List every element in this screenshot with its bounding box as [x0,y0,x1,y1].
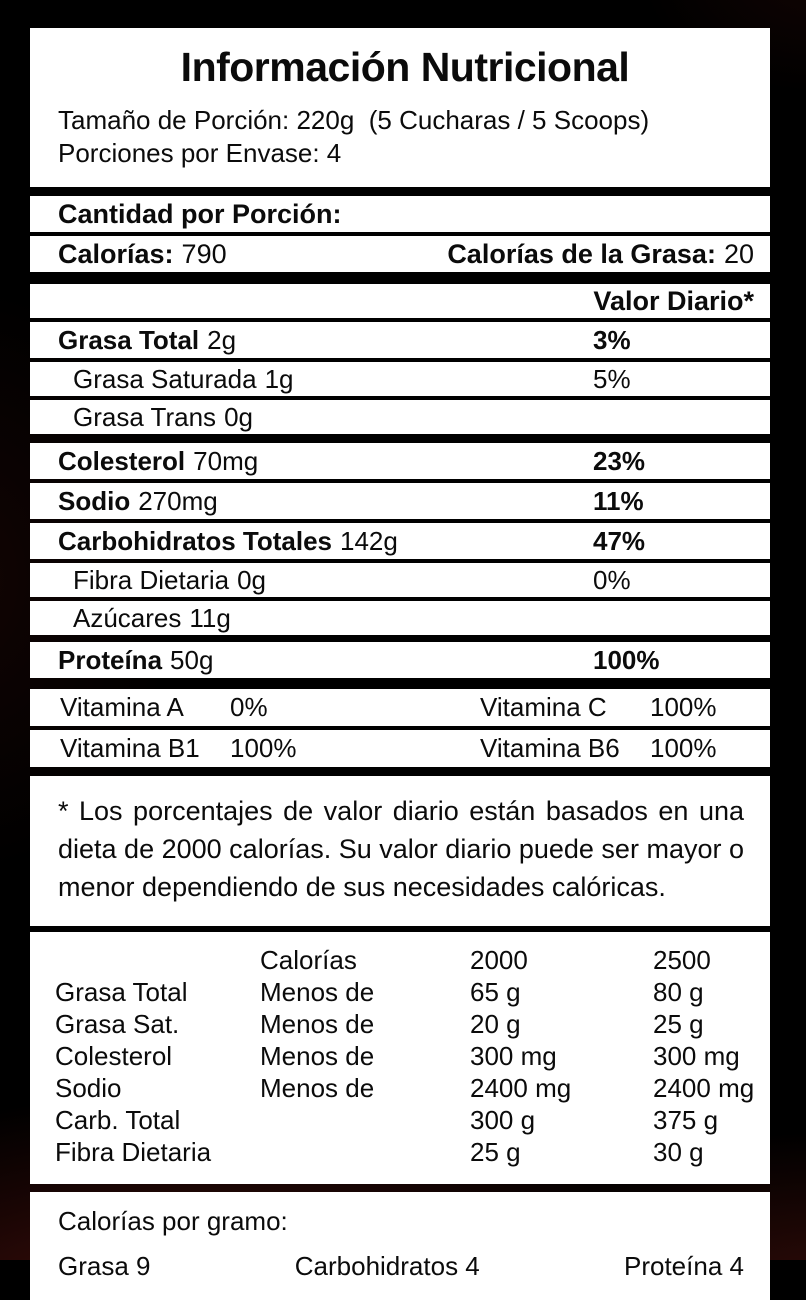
vitamin-value: 100% [650,692,717,722]
carbs-per-gram: Carbohidratos 4 [294,1251,480,1281]
nutrient-name: Carbohidratos Totales [58,525,333,556]
nutrient-name: Grasa Trans [73,401,217,432]
amount-per-serving-row [30,196,770,232]
table-cell [260,1136,470,1168]
nutrient-name: Grasa Total [58,324,200,355]
nutrient-name: Fibra Dietaria [73,564,230,595]
table-row [55,1008,770,1040]
nutrient-name: Proteína [58,644,163,675]
table-cell: 30 g [653,1137,704,1167]
table-cell: 2400 mg [653,1073,755,1103]
nutrient-row-azucares [30,601,770,635]
nutrient-row-grasa-saturada [30,362,770,396]
nutrient-row-fibra [30,563,770,597]
table-row [55,1072,770,1104]
vitamin-name: Vitamina A [60,692,184,722]
serving-size-text: Tamaño de Porción: 220g (5 Cucharas / 5 Scoops) [58,105,650,135]
table-cell: 2000 [470,945,528,975]
nutrient-row-colesterol [30,443,770,479]
servings-per-container-text: Porciones por Envase: 4 [58,138,342,168]
nutrient-name: Colesterol [58,445,186,476]
nutrient-name: Sodio [58,485,131,516]
vitamin-name: Vitamina C [480,692,607,722]
nutrient-amount: 0g [224,401,253,432]
table-cell: Menos de [260,1009,375,1039]
calories-cell [58,239,227,270]
nutrient-row-grasa-trans [30,400,770,434]
nutrient-name: Azúcares [73,602,182,633]
nutrient-amount: 2g [207,324,237,355]
nutrient-daily-value: 5% [593,363,631,394]
table-cell: 20 g [470,1009,521,1039]
page-title: Información Nutricional [180,44,630,90]
table-cell: 375 g [653,1105,719,1135]
table-cell [55,944,260,976]
table-row [55,976,770,1008]
label-header-panel [30,28,770,187]
daily-value-header: Valor Diario* [593,285,754,316]
nutrient-amount: 50g [170,644,214,675]
nutrient-daily-value: 23% [593,445,646,476]
nutrient-amount: 270mg [138,485,218,516]
calories-from-fat-label: Calorías de la Grasa: [447,238,716,269]
table-cell: 65 g [470,977,521,1007]
table-cell: 25 g [470,1137,521,1167]
vitamin-row-2 [30,730,770,767]
nutrient-row-proteina [30,642,770,678]
table-cell: Fibra Dietaria [55,1137,212,1167]
amount-per-serving-label: Cantidad por Porción: [58,198,342,229]
vitamin-name: Vitamina B1 [60,733,200,763]
table-row [55,1040,770,1072]
calories-value: 790 [181,238,227,269]
table-cell: Menos de [260,977,375,1007]
calories-per-gram-label: Calorías por gramo: [58,1206,288,1236]
table-cell: 300 g [470,1105,536,1135]
footnote-text: * Los porcentajes de valor diario están basados en una dieta de 2000 calorías. Su valor diario puede ser mayor o menor dependiendo de sus necesidades calóricas. [58,796,744,902]
table-row [55,1104,770,1136]
table-cell: 2500 [653,945,711,975]
table-cell: Grasa Sat. [55,1009,180,1039]
vitamin-value: 0% [230,692,268,722]
calories-per-gram-values [58,1251,744,1282]
nutrient-amount: 70mg [193,445,259,476]
table-cell: 300 mg [470,1041,557,1071]
table-cell: 300 mg [653,1041,740,1071]
table-cell: Grasa Total [55,977,188,1007]
protein-per-gram: Proteína 4 [624,1251,744,1281]
table-row [55,1136,770,1168]
vitamin-row-1 [30,689,770,726]
table-cell: 25 g [653,1009,704,1039]
table-header-row [55,944,770,976]
calories-row [30,236,770,272]
table-cell: Sodio [55,1073,122,1103]
nutrient-amount: 142g [340,525,398,556]
nutrient-row-carbohidratos [30,523,770,559]
table-cell: 80 g [653,977,704,1007]
calories-from-fat-value: 20 [723,238,754,269]
table-cell: Colesterol [55,1041,173,1071]
nutrient-amount: 0g [237,564,266,595]
vitamin-name: Vitamina B6 [480,733,620,763]
calories-label: Calorías: [58,238,174,269]
vitamin-value: 100% [230,733,297,763]
reference-table-panel [30,932,770,1184]
nutrient-amount: 11g [189,602,231,633]
calories-per-gram-panel [30,1192,770,1300]
table-cell: Menos de [260,1073,375,1103]
table-cell: 2400 mg [470,1073,572,1103]
calories-from-fat-cell [447,239,754,270]
nutrient-daily-value: 11% [593,485,644,516]
fat-per-gram: Grasa 9 [58,1251,151,1281]
table-cell: Carb. Total [55,1105,181,1135]
nutrient-daily-value: 47% [593,525,646,556]
nutrient-amount: 1g [264,363,294,394]
nutrient-daily-value: 3% [593,324,631,355]
daily-value-footnote-panel [30,776,770,926]
table-cell: Menos de [260,1041,375,1071]
table-cell [260,1104,470,1136]
nutrient-row-grasa-total [30,322,770,358]
vitamin-value: 100% [650,733,717,763]
nutrient-name: Grasa Saturada [73,363,257,394]
daily-value-header-row [30,284,770,318]
nutrient-row-sodio [30,483,770,519]
nutrient-daily-value: 0% [593,564,631,595]
table-cell: Calorías [260,945,357,975]
nutrient-daily-value: 100% [593,644,660,675]
nutrition-label [30,28,770,1300]
